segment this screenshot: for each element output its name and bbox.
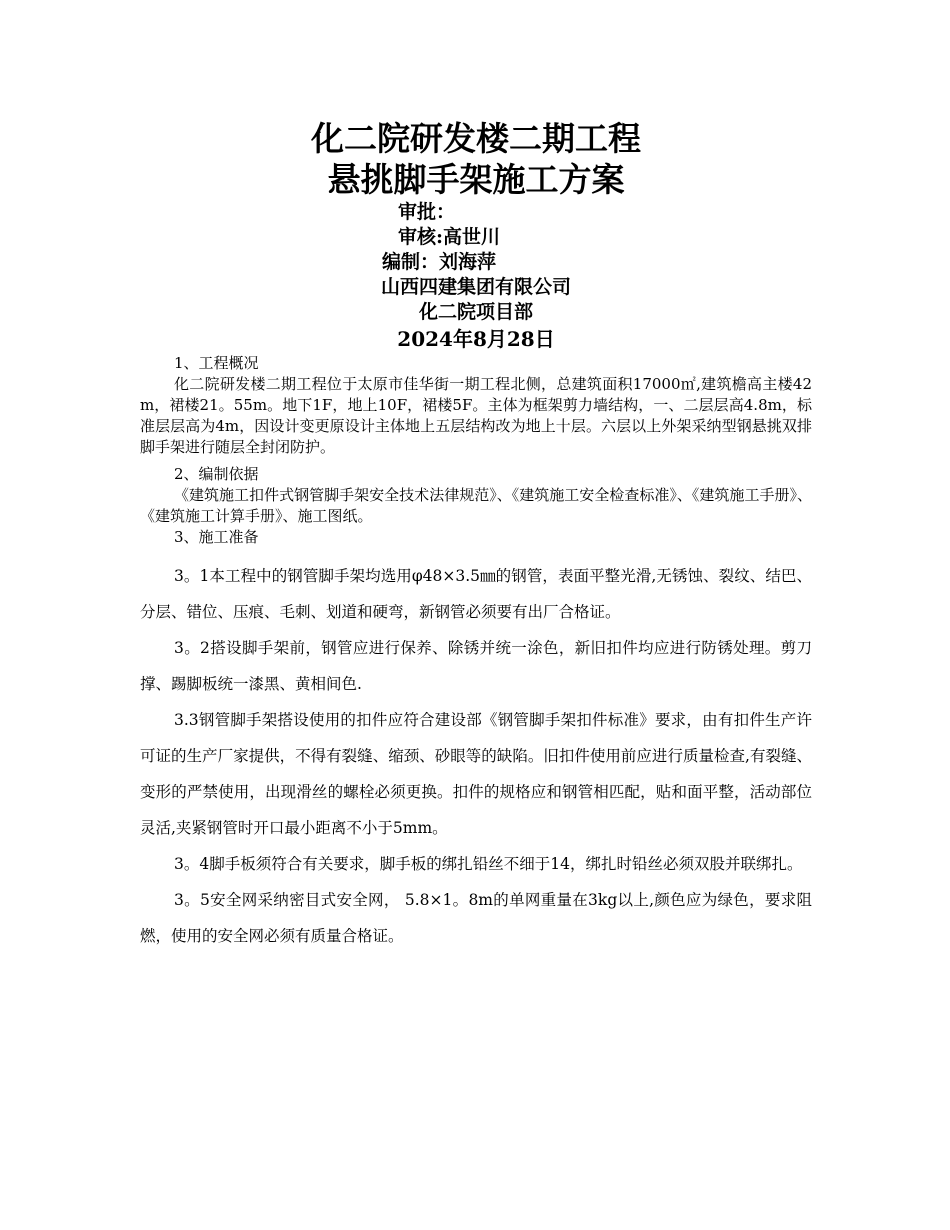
compiler-line: 编制：刘海萍: [382, 251, 497, 273]
preparation-item-3-3: 3.3钢管脚手架搭设使用的扣件应符合建设部《钢管脚手架扣件标准》要求，由有扣件生产许可证的生产厂家提供，不得有裂缝、缩颈、砂眼等的缺陷。旧扣件使用前应进行质量检查,有裂缝、变形的严禁使用，出现滑丝的螺栓必须更换。扣件的规格应和钢管相匹配，贴和面平整，活动部位灵活,夹紧钢管时开口最小距离不小于5mm。: [140, 711, 812, 837]
department-name: 化二院项目部: [418, 301, 533, 323]
document-page: [140, 118, 812, 954]
document-date: 2024年8月28日: [397, 327, 555, 351]
section-heading-overview: 1、工程概况: [174, 354, 259, 372]
company-name: 山西四建集团有限公司: [380, 276, 571, 298]
preparation-item-3-5: 3。5安全网采纳密目式安全网， 5.8×1。8m的单网重量在3kg以上,颜色应为绿色，要求阻燃，使用的安全网必须有质量合格证。: [140, 891, 812, 945]
document-title-line1: 化二院研发楼二期工程: [311, 119, 641, 158]
section-heading-basis: 2、编制依据: [174, 465, 259, 483]
preparation-item-3-1: 3。1本工程中的钢管脚手架均选用φ48×3.5㎜的钢管，表面平整光滑,无锈蚀、裂纹、结巴、分层、错位、压痕、毛刺、划道和硬弯，新钢管必须要有出厂合格证。: [140, 567, 812, 621]
document-title-line2: 悬挑脚手架施工方案: [327, 160, 625, 199]
overview-paragraph: 化二院研发楼二期工程位于太原市佳华街一期工程北侧，总建筑面积17000㎡,建筑檐高主楼42 m，裙楼21。55m。地下1F，地上10F，裙楼5F。主体为框架剪力墙结构，一、二层层高4.8m，标准层层高为4m，因设计变更原设计主体地上五层结构改为地上十层。六层以上外架采纳型钢悬挑双排脚手架进行随层全封闭防护。: [140, 375, 812, 456]
section-heading-preparation: 3、施工准备: [174, 528, 259, 546]
preparation-item-3-2: 3。2搭设脚手架前，钢管应进行保养、除锈并统一涂色，新旧扣件均应进行防锈处理。剪刀撑、踢脚板统一漆黑、黄相间色.: [140, 639, 812, 693]
basis-paragraph: 《建筑施工扣件式钢管脚手架安全技术法律规范》、《建筑施工安全检查标准》、《建筑施工手册》、《建筑施工计算手册》、施工图纸。: [140, 486, 812, 525]
approver-line: 审批：: [398, 201, 456, 223]
preparation-item-3-4: 3。4脚手板须符合有关要求，脚手板的绑扎铅丝不细于14，绑扎时铅丝必须双股并联绑扎。: [174, 855, 803, 873]
reviewer-line: 审核:高世川: [398, 226, 501, 248]
